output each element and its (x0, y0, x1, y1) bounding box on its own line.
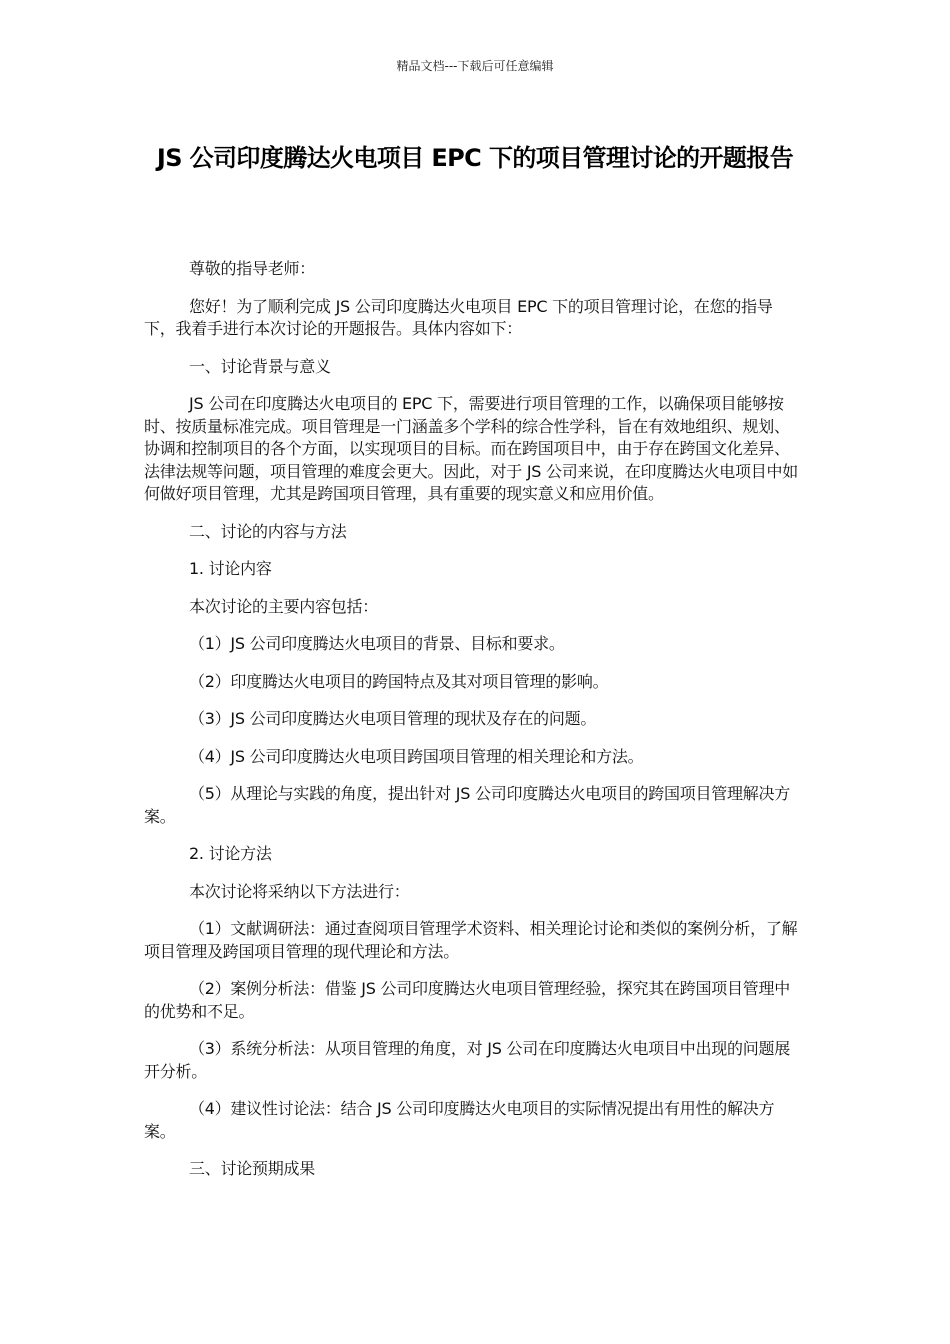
method-item-4: （4）建议性讨论法：结合 JS 公司印度腾达火电项目的实际情况提出有用性的解决方案。 (144, 1099, 775, 1141)
method-item-1: （1）文献调研法：通过查阅项目管理学术资料、相关理论讨论和类似的案例分析，了解项目管理及跨国项目管理的现代理论和方法。 (144, 919, 798, 961)
method-item-2: （2）案例分析法：借鉴 JS 公司印度腾达火电项目管理经验，探究其在跨国项目管理中的优势和不足。 (144, 979, 790, 1021)
content-item-1: （1）JS 公司印度腾达火电项目的背景、目标和要求。 (189, 634, 565, 653)
subheading-content: 1. 讨论内容 (189, 559, 272, 578)
page-header: 精品文档---下载后可任意编辑 (396, 59, 554, 73)
content-item-5: （5）从理论与实践的角度，提出针对 JS 公司印度腾达火电项目的跨国项目管理解决方案。 (144, 784, 790, 826)
document-body (144, 258, 804, 1196)
content-item-3: （3）JS 公司印度腾达火电项目管理的现状及存在的问题。 (189, 709, 597, 728)
content-item-2: （2）印度腾达火电项目的跨国特点及其对项目管理的影响。 (189, 671, 609, 691)
salutation: 尊敬的指导老师： (189, 259, 316, 278)
subheading-method: 2. 讨论方法 (189, 844, 272, 863)
content-item-4: （4）JS 公司印度腾达火电项目跨国项目管理的相关理论和方法。 (189, 746, 644, 766)
method-intro: 本次讨论将采纳以下方法进行： (189, 881, 410, 901)
content-intro: 本次讨论的主要内容包括： (189, 596, 379, 616)
intro-paragraph: 您好！为了顺利完成 JS 公司印度腾达火电项目 EPC 下的项目管理讨论，在您的指导下，我着手进行本次讨论的开题报告。具体内容如下： (144, 296, 773, 338)
section-heading-background: 一、讨论背景与意义 (189, 356, 331, 376)
section-heading-content-method: 二、讨论的内容与方法 (189, 521, 347, 541)
section-heading-expected-results: 三、讨论预期成果 (189, 1159, 316, 1178)
method-item-3: （3）系统分析法：从项目管理的角度，对 JS 公司在印度腾达火电项目中出现的问题展开分析。 (144, 1039, 790, 1081)
document-title: JS 公司印度腾达火电项目 EPC 下的项目管理讨论的开题报告 (156, 144, 794, 172)
background-paragraph: JS 公司在印度腾达火电项目的 EPC 下，需要进行项目管理的工作，以确保项目能够按时、按质量标准完成。项目管理是一门涵盖多个学科的综合性学科，旨在有效地组织、规划、协调和控制项目的各个方面，以实现项目的目标。而在跨国项目中，由于存在跨国文化差异、法律法规等问题，项目管理的难度会更大。因此，对于 JS 公司来说，在印度腾达火电项目中如何做好项目管理，尤其是跨国项目管理，具有重要的现实意义和应用价值。 (144, 394, 799, 503)
